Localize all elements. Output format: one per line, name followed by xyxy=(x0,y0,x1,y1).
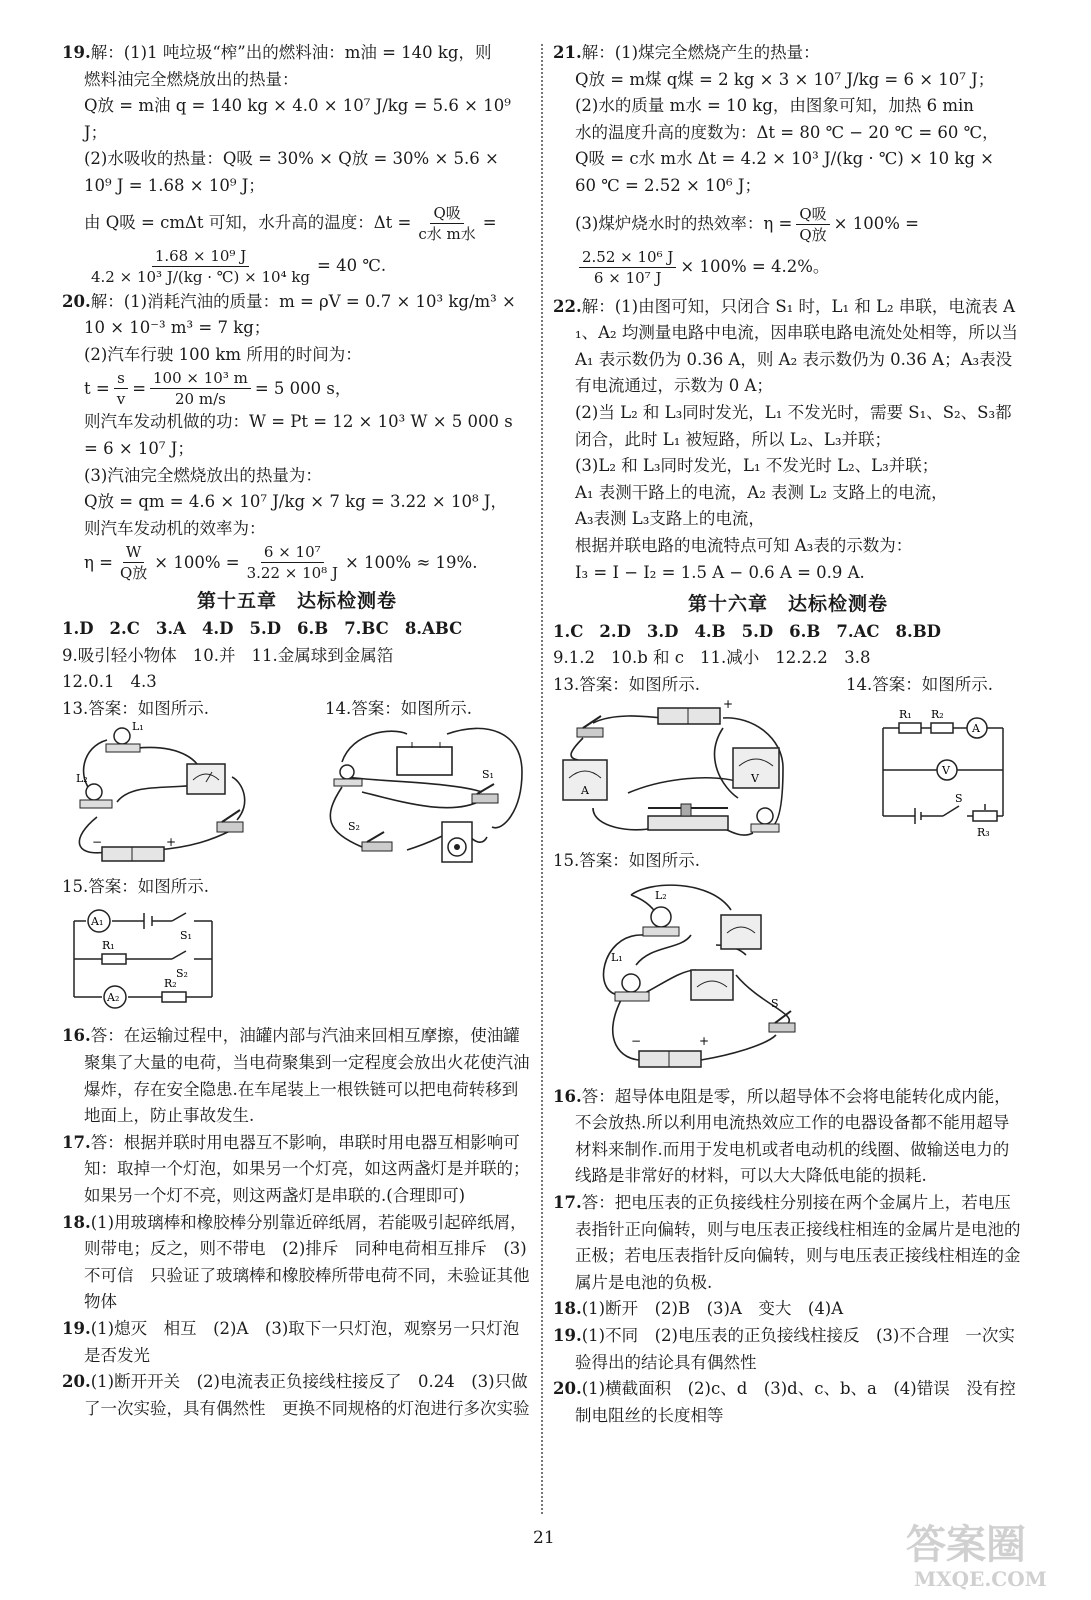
column-divider xyxy=(541,44,543,1514)
choice-answers-16: 1.C 2.D 3.D 4.B 5.D 6.B 7.AC 8.BD xyxy=(553,621,941,641)
left-column: 19.解：(1)1 吨垃圾“榨”出的燃料油：m油 = 140 kg，则 燃料油完全燃烧放出的热量： Q放 = m油 q = 140 kg × 4.0 × 10⁷ J/kg = 5.6 × 10⁹ J； (2)水吸收的热量：Q吸 = 30% × Q放 = 30% × 5.6 × 10⁹ J = 1.68 × 10⁹ J； 由 Q吸 = cmΔt 可知，水升高的温度：Δt = $\frac{\text{Q吸}}{\text{c水 m水}}$ = $\frac{\text{1.68 × 10⁹ J}}{\text{4.2 × 10³ J/(kg · ℃) × 10⁴ kg}}$ = 40 ℃. 20.解：(1)消耗汽油的质量：m = ρV = 0.7 × 10³ kg/m³ × 10 × 10⁻³ m³ = 7 kg； (2)汽车行驶 100 km 所用的时间为： t = $\frac{s}{v}$ = $\frac{\text{100 × 10³ m}}{20 m/s}$ = 5 000 s， 则汽车发动机做的功：W = Pt = 12 × 10³ W × 5 000 s = 6 × 10⁷ J； (3)汽油完全燃烧放出的热量为： Q放 = qm = 4.6 × 10⁷ J/kg × 7 kg = 3.22 × 10⁸ J， 则汽车发动机的效率为： η = $\frac{W}{\text{Q放}}$ × 100% = $\frac{\text{6 × 10⁷}}{\text{3.22 × 10⁸ J}}$ × 100% ≈ 19%. 第十五章 达标检测卷 1.D 2.C 3.A 4.D 5.D 6.B 7.BC 8.ABC 9.吸引轻小物体 10.并 11.金属球到金属箔 12.0.1 4.3 13.答案：如图所示. 14.答案：如图所示. L₁ L₂ − + S₁ S₂ 15.答案：如图所示. A₁ R₁ S₁ S₂ A₂ R₂ 16.答：在运输过程中，油罐内部与汽油来回相互摩擦，使油罐聚集了大量的电荷，当电荷聚集到一定程度会放出火花使汽油爆炸，存在安全隐患.在车尾装上一根铁链可以把电荷转移到地面上，防止事故发生. 17.答：根据并联时用电器互不影响，串联时用电器互相影响可知：取掉一个灯泡，如果另一个灯亮，如这两盏灯是并联的；如果另一个灯不亮，则这两盏灯是串联的.(合理即可) 18.(1)用玻璃棒和橡胶棒分别靠近碎纸屑，若能吸引起碎纸屑，则带电；反之，则不带电 (2)排斥 同种电荷相互排斥 (3)不可信 只验证了玻璃棒和橡胶棒所带电荷不同，未验证其他物体 19.(1)熄灭 相互 (2)A (3)取下一只灯泡，观察另一只灯泡是否发光 20.(1)断开开关 (2)电流表正负接线柱接反了 0.24 (3)只做了一次实验，具有偶然性 更换不同规格的灯泡进行多次实验 xyxy=(62,40,532,1422)
label-r1: R₁ xyxy=(102,938,115,952)
answer-17-r: 17.答：把电压表的正负接线柱分别接在两个金属片上，若电压表指针正向偏转，则与电压表正接线柱相连的金属片是电池的正极；若电压表指针反向偏转，则与电压表正接线柱相连的金属片是电池的负极. xyxy=(553,1193,1021,1292)
plus-sign: + xyxy=(166,835,177,850)
fraction: $\frac{\text{2.52 × 10⁶ J}}{\text{6 × 10⁷ J}}$ xyxy=(579,247,676,288)
answer-19: 19.解：(1)1 吨垃圾“榨”出的燃料油：m油 = 140 kg，则 燃料油完全燃烧放出的热量： Q放 = m油 q = 140 kg × 4.0 × 10⁷ J/kg = 5.6 × 10⁹ J； (2)水吸收的热量：Q吸 = 30% × Q放 = 30% × 5.6 × 10⁹ J = 1.68 × 10⁹ J； 由 Q吸 = cmΔt 可知，水升高的温度：Δt = $\frac{\text{Q吸}}{\text{c水 m水}}$ = $\frac{\text{1.68 × 10⁹ J}}{\text{4.2 × 10³ J/(kg · ℃) × 10⁴ kg}}$ = 40 ℃. xyxy=(62,40,532,287)
minus-sign: − xyxy=(92,835,103,850)
answer-20b: 20.(1)断开开关 (2)电流表正负接线柱接反了 0.24 (3)只做了一次实验，具有偶然性 更换不同规格的灯泡进行多次实验 xyxy=(62,1372,530,1418)
fraction: $\frac{s}{v}$ xyxy=(114,368,128,409)
page-number: 21 xyxy=(533,1528,555,1548)
answer-20: 20.解：(1)消耗汽油的质量：m = ρV = 0.7 × 10³ kg/m³ × 10 × 10⁻³ m³ = 7 kg； (2)汽车行驶 100 km 所用的时间为： t = $\frac{s}{v}$ = $\frac{\text{100 × 10³ m}}{20 m/s}$ = 5 000 s， 则汽车发动机做的功：W = Pt = 12 × 10³ W × 5 000 s = 6 × 10⁷ J； (3)汽油完全燃烧放出的热量为： Q放 = qm = 4.6 × 10⁷ J/kg × 7 kg = 3.22 × 10⁸ J， 则汽车发动机的效率为： η = $\frac{W}{\text{Q放}}$ × 100% = $\frac{\text{6 × 10⁷}}{\text{3.22 × 10⁸ J}}$ × 100% ≈ 19%. xyxy=(62,289,532,584)
label-l1: L₁ xyxy=(132,722,144,734)
answer-22: 22.解：(1)由图可知，只闭合 S₁ 时，L₁ 和 L₂ 串联，电流表 A₁、A₂ 均测量电路中电流，因串联电路电流处处相等，所以当 A₁ 表示数仍为 0.36 A，则 A₂ 表示数仍为 0.36 A；A₃表没有电流通过，示数为 0 A； (2)当 L₂ 和 L₃同时发光，L₁ 不发光时，需要 S₁、S₂、S₃都闭合，此时 L₁ 被短路，所以 L₂、L₃并联； (3)L₂ 和 L₃同时发光，L₁ 不发光时 L₂、L₃并联； A₁ 表测干路上的电流，A₂ 表测 L₂ 支路上的电流， A₃表测 L₃支路上的电流， 根据并联电路的电流特点可知 A₃表的示数为： I₃ = I − I₂ = 1.5 A − 0.6 A = 0.9 A. xyxy=(553,296,1018,582)
fraction: $\frac{\text{1.68 × 10⁹ J}}{\text{4.2 × 10³ J/(kg · ℃) × 10⁴ kg}}$ xyxy=(91,246,311,286)
circuit-diagram-16-15 xyxy=(581,875,821,1075)
label-r2: R₂ xyxy=(931,708,944,722)
time-formula: t = $\frac{s}{v}$ = $\frac{\text{100 × 10³ m}}{20 m/s}$ = 5 000 s， xyxy=(84,369,352,409)
circuit-diagram-16-14 xyxy=(863,698,1023,848)
answer-18: 18.(1)用玻璃棒和橡胶棒分别靠近碎纸屑，若能吸引起碎纸屑，则带电；反之，则不带电 (2)排斥 同种电荷相互排斥 (3)不可信 只验证了玻璃棒和橡胶棒所带电荷不同，未验证其他物体 xyxy=(62,1212,530,1312)
label-v: V xyxy=(751,772,759,786)
fill-answers-2: 12.0.1 4.3 xyxy=(62,672,157,692)
plus-sign: + xyxy=(723,698,734,712)
fraction: $\frac{W}{\text{Q放}}$ xyxy=(119,543,148,583)
temperature-result: $\frac{\text{1.68 × 10⁹ J}}{\text{4.2 × 10³ J/(kg · ℃) × 10⁴ kg}}$ = 40 ℃. xyxy=(62,246,532,287)
circuit-diagram-15-15 xyxy=(62,901,262,1013)
answer-18-r: 18.(1)断开 (2)B (3)A 变大 (4)A xyxy=(553,1299,844,1319)
right-column: 21.解：(1)煤完全燃烧产生的热量： Q放 = m煤 q煤 = 2 kg × 3 × 10⁷ J/kg = 6 × 10⁷ J； (2)水的质量 m水 = 10 kg，由图象可知，加热 6 min 水的温度升高的度数为：Δt = 80 ℃ − 20 ℃ = 60 ℃， Q吸 = c水 m水 Δt = 4.2 × 10³ J/(kg · ℃) × 10 kg × 60 ℃ = 2.52 × 10⁶ J； (3)煤炉烧水时的热效率：η = $\frac{\text{Q吸}}{\text{Q放}}$ × 100% = $\frac{\text{2.52 × 10⁶ J}}{\text{6 × 10⁷ J}}$ × 100% = 4.2%。 22.解：(1)由图可知，只闭合 S₁ 时，L₁ 和 L₂ 串联，电流表 A₁、A₂ 均测量电路中电流，因串联电路电流处处相等，所以当 A₁ 表示数仍为 0.36 A，则 A₂ 表示数仍为 0.36 A；A₃表没有电流通过，示数为 0 A； (2)当 L₂ 和 L₃同时发光，L₁ 不发光时，需要 S₁、S₂、S₃都闭合，此时 L₁ 被短路，所以 L₂、L₃并联； (3)L₂ 和 L₃同时发光，L₁ 不发光时 L₂、L₃并联； A₁ 表测干路上的电流，A₂ 表测 L₂ 支路上的电流， A₃表测 L₃支路上的电流， 根据并联电路的电流特点可知 A₃表的示数为： I₃ = I − I₂ = 1.5 A − 0.6 A = 0.9 A. 第十六章 达标检测卷 1.C 2.D 3.D 4.B 5.D 6.B 7.AC 8.BD 9.1.2 10.b 和 c 11.减小 12.2.2 3.8 13.答案：如图所示. 14.答案：如图所示. + A V R₁ R₂ A V S R₃ 15.答案：如图所示. L₂ L₁ S − + 16.答：超导体电阻是零，所以超导体不会将电能转化成内能，不会放热.所以利用电流热效应工作的电器设备都不能用超导材料来制作.而用于发电机或者电动机的线圈、做输送电力的线路是非常好的材料，可以大大降低电能的损耗. 17.答：把电压表的正负接线柱分别接在两个金属片上，若电压表指针正向偏转，则与电压表正接线柱相连的金属片是电池的正极；若电压表指针反向偏转，则与电压表正接线柱相连的金属片是电池的负极. 18.(1)断开 (2)B (3)A 变大 (4)A 19.(1)不同 (2)电压表的正负接线柱接反 (3)不合理 一次实验得出的结论具有偶然性 20.(1)横截面积 (2)c、d (3)d、c、b、a (4)错误 没有控制电阻丝的长度相等 xyxy=(553,40,1023,1429)
label-l2: L₂ xyxy=(76,772,88,786)
label-s: S xyxy=(771,997,779,1011)
label-a: A xyxy=(581,784,589,798)
circuit-diagram-16-13 xyxy=(553,698,803,848)
label-v: V xyxy=(942,764,950,778)
heat-efficiency-result: $\frac{\text{2.52 × 10⁶ J}}{\text{6 × 10⁷ J}}$ × 100% = 4.2%。 xyxy=(553,247,1023,288)
chapter-16-title: 第十六章 达标检测卷 xyxy=(687,593,888,616)
chapter-15-title: 第十五章 达标检测卷 xyxy=(196,590,397,613)
label-s1: S₁ xyxy=(180,928,192,942)
label-r1: R₁ xyxy=(899,708,912,722)
answer-19-r: 19.(1)不同 (2)电压表的正负接线柱接反 (3)不合理 一次实验得出的结论具有偶然性 xyxy=(553,1326,1015,1372)
fraction: $\frac{\text{Q吸}}{\text{c水 m水}}$ xyxy=(418,203,476,243)
efficiency-formula: η = $\frac{W}{\text{Q放}}$ × 100% = $\frac{\text{6 × 10⁷}}{\text{3.22 × 10⁸ J}}$ × 100% ≈ 19%. xyxy=(84,543,478,583)
label-s2: S₂ xyxy=(348,820,360,834)
watermark-bottom: MXQE.COM xyxy=(914,1567,1047,1591)
fraction: $\frac{\text{6 × 10⁷}}{\text{3.22 × 10⁸ J}}$ xyxy=(246,543,338,583)
minus-sign: − xyxy=(631,1034,642,1049)
answer-19b: 19.(1)熄灭 相互 (2)A (3)取下一只灯泡，观察另一只灯泡是否发光 xyxy=(62,1319,520,1365)
plus-sign: + xyxy=(699,1034,710,1049)
choice-answers: 1.D 2.C 3.A 4.D 5.D 6.B 7.BC 8.ABC xyxy=(62,618,463,638)
temperature-formula: 由 Q吸 = cmΔt 可知，水升高的温度：Δt = $\frac{\text{Q吸}}{\text{c水 m水}}$ = xyxy=(84,203,497,243)
watermark-top: 答案圈 xyxy=(906,1521,1026,1568)
circuit-diagram-15-13 xyxy=(62,722,262,872)
answer-20-r: 20.(1)横截面积 (2)c、d (3)d、c、b、a (4)错误 没有控制电阻丝的长度相等 xyxy=(553,1379,1016,1425)
fill-answers-16: 9.1.2 10.b 和 c 11.减小 12.2.2 3.8 xyxy=(553,648,871,668)
label-a2: A₂ xyxy=(107,990,120,1004)
answer-21: 21.解：(1)煤完全燃烧产生的热量： Q放 = m煤 q煤 = 2 kg × 3 × 10⁷ J/kg = 6 × 10⁷ J； (2)水的质量 m水 = 10 kg，由图象可知，加热 6 min 水的温度升高的度数为：Δt = 80 ℃ − 20 ℃ = 60 ℃， Q吸 = c水 m水 Δt = 4.2 × 10³ J/(kg · ℃) × 10 kg × 60 ℃ = 2.52 × 10⁶ J； (3)煤炉烧水时的热效率：η = $\frac{\text{Q吸}}{\text{Q放}}$ × 100% = $\frac{\text{2.52 × 10⁶ J}}{\text{6 × 10⁷ J}}$ × 100% = 4.2%。 xyxy=(553,40,1023,288)
label-s1: S₁ xyxy=(482,768,494,782)
label-a: A xyxy=(972,722,980,736)
answer-16-r: 16.答：超导体电阻是零，所以超导体不会将电能转化成内能，不会放热.所以利用电流热效应工作的电器设备都不能用超导材料来制作.而用于发电机或者电动机的线圈、做输送电力的线路是非常好的材料，可以大大降低电能的损耗. xyxy=(553,1086,1011,1186)
answer-16: 16.答：在运输过程中，油罐内部与汽油来回相互摩擦，使油罐聚集了大量的电荷，当电荷聚集到一定程度会放出火花使汽油爆炸，存在安全隐患.在车尾装上一根铁链可以把电荷转移到地面上，防止事故发生. xyxy=(62,1026,530,1126)
fraction: $\frac{\text{100 × 10³ m}}{20 m/s}$ xyxy=(150,368,251,409)
label-r3: R₃ xyxy=(977,826,990,840)
watermark-logo xyxy=(896,1510,1076,1592)
label-l1: L₁ xyxy=(611,951,623,965)
fraction: $\frac{\text{Q吸}}{\text{Q放}}$ xyxy=(796,204,829,245)
heat-efficiency-formula: (3)煤炉烧水时的热效率：η = $\frac{\text{Q吸}}{\text{Q放}}$ × 100% = xyxy=(575,204,919,244)
fill-answers: 9.吸引轻小物体 10.并 11.金属球到金属箔 xyxy=(62,645,394,665)
label-s2: S₂ xyxy=(176,966,188,980)
answer-17: 17.答：根据并联时用电器互不影响，串联时用电器互相影响可知：取掉一个灯泡，如果另一个灯亮，如这两盏灯是并联的；如果另一个灯不亮，则这两盏灯是串联的.(合理即可) xyxy=(62,1132,530,1206)
label-s: S xyxy=(955,792,963,806)
circuit-diagram-15-14 xyxy=(322,722,532,872)
label-l2: L₂ xyxy=(655,889,667,903)
label-a1: A₁ xyxy=(91,914,104,928)
label-r2: R₂ xyxy=(164,976,177,990)
